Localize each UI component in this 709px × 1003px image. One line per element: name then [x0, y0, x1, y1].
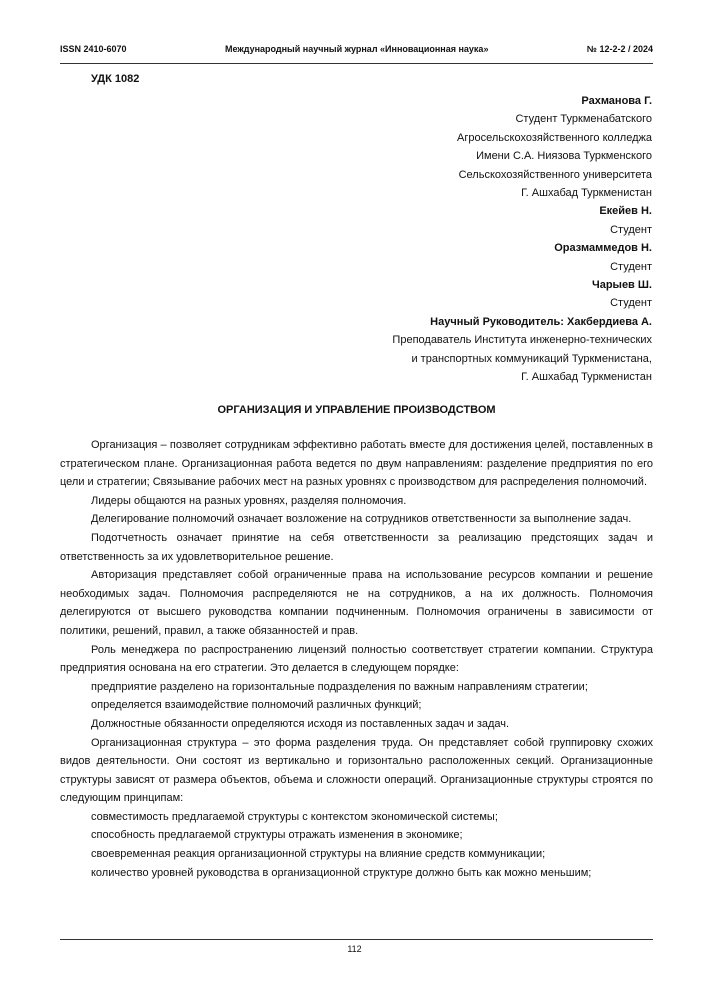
journal-name: Международный научный журнал «Инновационная наука» [225, 44, 489, 54]
author-affiliation: Студент [610, 223, 652, 236]
body-paragraph: Лидеры общаются на разных уровнях, разделяя полномочия. [91, 494, 407, 507]
author-name: Чарыев Ш. [591, 279, 652, 292]
body-paragraph: Делегирование полномочий означает возложение на сотрудников ответственности за выполнение задач. [91, 513, 632, 526]
body-paragraph: совместимость предлагаемой структуры с контекстом экономической системы; [91, 810, 498, 823]
body-paragraph: Роль менеджера по распространению лицензий полностью соответствует стратегии компании. Структура предприятия основана на его стратегии. Это делается в следующем порядке: [60, 643, 653, 675]
author-affiliation: Агросельскохозяйственного колледжа [457, 131, 652, 144]
body-paragraph: количество уровней руководства в организационной структуре должно быть как можно меньшим; [91, 866, 592, 879]
author-affiliation: Преподаватель Института инженерно-технических [392, 334, 652, 347]
article-title: ОРГАНИЗАЦИЯ И УПРАВЛЕНИЕ ПРОИЗВОДСТВОМ [217, 404, 496, 416]
author-affiliation: Студент Туркменабатского [515, 113, 652, 126]
body-paragraph: Подотчетность означает принятие на себя ответственности за реализацию предстоящих задач и ответственность за их удовлетворительное решение. [60, 531, 653, 563]
author-affiliation: Г. Ашхабад Туркменистан [521, 371, 652, 384]
body-paragraph: своевременная реакция организационной структуры на влияние средств коммуникации; [91, 848, 546, 861]
author-affiliation: Г. Ашхабад Туркменистан [521, 187, 652, 200]
body-paragraph: определяется взаимодействие полномочий различных функций; [91, 699, 422, 712]
author-affiliation: Студент [610, 260, 652, 273]
page-number: 112 [347, 944, 362, 954]
udc-code: УДК 1082 [91, 73, 140, 85]
body-paragraph: способность предлагаемой структуры отражать изменения в экономике; [91, 829, 463, 842]
footer-divider [60, 939, 653, 940]
page-header [60, 44, 653, 54]
body-paragraph: предприятие разделено на горизонтальные подразделения по важным направлениям стратегии; [91, 680, 588, 693]
issue-number: № 12-2-2 / 2024 [586, 44, 653, 54]
author-name: Оразмаммедов Н. [554, 242, 652, 255]
header-divider [60, 63, 653, 64]
author-affiliation: и транспортных коммуникаций Туркменистана, [411, 352, 652, 365]
author-block [392, 92, 652, 387]
author-name: Екейев Н. [599, 205, 652, 218]
issn-label: ISSN 2410-6070 [60, 44, 127, 54]
author-affiliation: Студент [610, 297, 652, 310]
author-affiliation: Имени С.А. Ниязова Туркменского [476, 150, 652, 163]
article-body [60, 436, 653, 882]
body-paragraph: Организация – позволяет сотрудникам эффективно работать вместе для достижения целей, поставленных в стратегическом плане. Организационная работа ведется по двум направлениям: разделение предприятия по его цели и стратегии; Связывание рабочих мест на разных уровнях с производством для распределения полномочий. [60, 439, 653, 489]
author-affiliation: Сельскохозяйственного университета [458, 168, 652, 181]
author-name: Рахманова Г. [581, 95, 652, 107]
body-paragraph: Авторизация представляет собой ограниченные права на использование ресурсов компании и решение необходимых задач. Полномочия распределяются не на сотрудников, а на их должность. Полномочия делегируются от высшего руководства компании подчиненным. Полномочия ограничены в зависимости от политики, решений, правил, а также обязанностей и прав. [60, 569, 653, 637]
body-paragraph: Организационная структура – это форма разделения труда. Он представляет собой группировку схожих видов деятельности. Они состоят из вертикально и горизонтально расположенных секций. Организационные структуры зависят от размера объектов, объема и сложности операций. Организационные структуры строятся по следующим принципам: [60, 736, 653, 805]
author-name: Научный Руководитель: Хакбердиева А. [430, 315, 652, 328]
body-paragraph: Должностные обязанности определяются исходя из поставленных задач и задач. [91, 717, 510, 730]
